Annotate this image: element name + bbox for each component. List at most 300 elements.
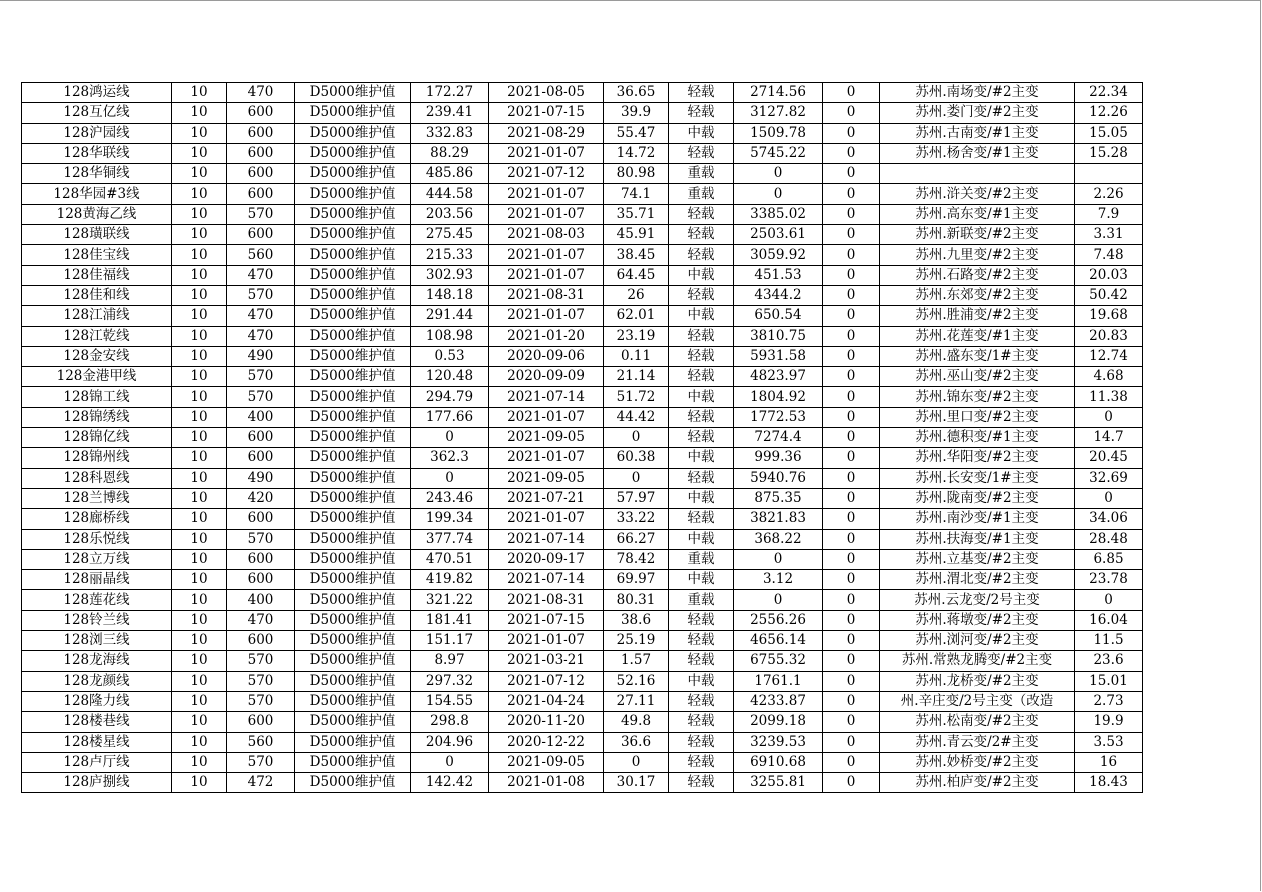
- cell-margin: 4233.87: [734, 691, 823, 711]
- table-row: [22, 225, 1143, 245]
- cell-load-rate: 74.1: [604, 184, 669, 204]
- cell-max-current: 154.55: [411, 691, 489, 711]
- cell-data-source: D5000维护值: [295, 549, 411, 569]
- cell-rated-current: 560: [227, 245, 295, 265]
- cell-count: 0: [823, 509, 880, 529]
- table-row: [22, 367, 1143, 387]
- cell-date: 2021-01-07: [489, 204, 604, 224]
- cell-date: 2020-09-06: [489, 346, 604, 366]
- cell-max-current: 0: [411, 752, 489, 772]
- cell-rated-current: 400: [227, 407, 295, 427]
- cell-count: 0: [823, 428, 880, 448]
- cell-load-level: 重载: [669, 590, 734, 610]
- cell-transformer-load: 6.85: [1075, 549, 1143, 569]
- cell-date: 2021-01-07: [489, 245, 604, 265]
- cell-load-rate: 0.11: [604, 346, 669, 366]
- cell-voltage: 10: [172, 671, 227, 691]
- cell-data-source: D5000维护值: [295, 773, 411, 793]
- cell-date: 2021-07-15: [489, 610, 604, 630]
- cell-load-level: 轻载: [669, 285, 734, 305]
- cell-line-name: 128兰博线: [22, 488, 172, 508]
- table-row: [22, 488, 1143, 508]
- cell-max-current: 0.53: [411, 346, 489, 366]
- cell-transformer-load: 12.74: [1075, 346, 1143, 366]
- table-row: [22, 285, 1143, 305]
- cell-voltage: 10: [172, 204, 227, 224]
- cell-transformer: 苏州.九里变/#2主变: [880, 245, 1075, 265]
- cell-data-source: D5000维护值: [295, 143, 411, 163]
- cell-voltage: 10: [172, 123, 227, 143]
- cell-load-level: 轻载: [669, 651, 734, 671]
- cell-line-name: 128铃兰线: [22, 610, 172, 630]
- cell-margin: 5745.22: [734, 143, 823, 163]
- cell-margin: 3385.02: [734, 204, 823, 224]
- cell-line-name: 128佳福线: [22, 265, 172, 285]
- table-row: [22, 326, 1143, 346]
- cell-transformer-load: 15.28: [1075, 143, 1143, 163]
- cell-count: 0: [823, 631, 880, 651]
- cell-load-level: 轻载: [669, 225, 734, 245]
- table-row: [22, 529, 1143, 549]
- cell-transformer-load: 28.48: [1075, 529, 1143, 549]
- table-row: [22, 306, 1143, 326]
- cell-rated-current: 600: [227, 123, 295, 143]
- cell-load-rate: 62.01: [604, 306, 669, 326]
- cell-margin: 7274.4: [734, 428, 823, 448]
- cell-load-rate: 57.97: [604, 488, 669, 508]
- cell-count: 0: [823, 671, 880, 691]
- cell-load-rate: 0: [604, 752, 669, 772]
- table-row: [22, 346, 1143, 366]
- cell-margin: 2099.18: [734, 712, 823, 732]
- cell-transformer: [880, 164, 1075, 184]
- cell-load-level: 轻载: [669, 326, 734, 346]
- cell-load-level: 中载: [669, 671, 734, 691]
- cell-max-current: 243.46: [411, 488, 489, 508]
- cell-line-name: 128科恩线: [22, 468, 172, 488]
- cell-data-source: D5000维护值: [295, 671, 411, 691]
- cell-margin: 6910.68: [734, 752, 823, 772]
- table-row: [22, 590, 1143, 610]
- cell-line-name: 128互亿线: [22, 103, 172, 123]
- cell-rated-current: 570: [227, 691, 295, 711]
- cell-data-source: D5000维护值: [295, 346, 411, 366]
- cell-line-name: 128佳宝线: [22, 245, 172, 265]
- cell-transformer: 州.辛庄变/2号主变（改造: [880, 691, 1075, 711]
- cell-load-level: 中载: [669, 387, 734, 407]
- table-row: [22, 103, 1143, 123]
- cell-rated-current: 570: [227, 529, 295, 549]
- cell-count: 0: [823, 245, 880, 265]
- cell-max-current: 177.66: [411, 407, 489, 427]
- cell-voltage: 10: [172, 488, 227, 508]
- cell-margin: 2556.26: [734, 610, 823, 630]
- cell-voltage: 10: [172, 387, 227, 407]
- cell-max-current: 297.32: [411, 671, 489, 691]
- cell-date: 2021-01-07: [489, 407, 604, 427]
- cell-line-name: 128锦州线: [22, 448, 172, 468]
- cell-load-rate: 30.17: [604, 773, 669, 793]
- cell-rated-current: 470: [227, 306, 295, 326]
- cell-date: 2020-12-22: [489, 732, 604, 752]
- cell-data-source: D5000维护值: [295, 488, 411, 508]
- cell-transformer-load: 15.05: [1075, 123, 1143, 143]
- cell-max-current: 294.79: [411, 387, 489, 407]
- cell-transformer-load: 4.68: [1075, 367, 1143, 387]
- cell-margin: 6755.32: [734, 651, 823, 671]
- table-row: [22, 387, 1143, 407]
- cell-transformer-load: 11.38: [1075, 387, 1143, 407]
- cell-rated-current: 600: [227, 184, 295, 204]
- cell-line-name: 128庐捌线: [22, 773, 172, 793]
- cell-transformer: 苏州.云龙变/2号主变: [880, 590, 1075, 610]
- cell-date: 2021-08-03: [489, 225, 604, 245]
- table-row: [22, 428, 1143, 448]
- cell-max-current: 0: [411, 428, 489, 448]
- cell-margin: 2503.61: [734, 225, 823, 245]
- cell-transformer: 苏州.胜浦变/#2主变: [880, 306, 1075, 326]
- cell-data-source: D5000维护值: [295, 712, 411, 732]
- cell-load-rate: 36.65: [604, 83, 669, 103]
- cell-voltage: 10: [172, 590, 227, 610]
- cell-data-source: D5000维护值: [295, 428, 411, 448]
- table-row: [22, 448, 1143, 468]
- cell-count: 0: [823, 184, 880, 204]
- cell-load-level: 轻载: [669, 204, 734, 224]
- cell-transformer: 苏州.柏庐变/#2主变: [880, 773, 1075, 793]
- table-body: [22, 83, 1143, 793]
- table-row: [22, 773, 1143, 793]
- cell-transformer: 苏州.巫山变/#2主变: [880, 367, 1075, 387]
- cell-line-name: 128江乾线: [22, 326, 172, 346]
- table-row: [22, 123, 1143, 143]
- cell-transformer-load: 34.06: [1075, 509, 1143, 529]
- cell-date: 2021-09-05: [489, 428, 604, 448]
- cell-voltage: 10: [172, 631, 227, 651]
- cell-voltage: 10: [172, 346, 227, 366]
- cell-load-rate: 35.71: [604, 204, 669, 224]
- cell-count: 0: [823, 225, 880, 245]
- cell-count: 0: [823, 103, 880, 123]
- cell-line-name: 128龙海线: [22, 651, 172, 671]
- cell-voltage: 10: [172, 428, 227, 448]
- cell-transformer: 苏州.高东变/#1主变: [880, 204, 1075, 224]
- cell-date: 2021-08-29: [489, 123, 604, 143]
- table-row: [22, 712, 1143, 732]
- cell-data-source: D5000维护值: [295, 590, 411, 610]
- cell-load-level: 轻载: [669, 245, 734, 265]
- cell-count: 0: [823, 143, 880, 163]
- cell-date: 2021-01-07: [489, 631, 604, 651]
- cell-load-rate: 60.38: [604, 448, 669, 468]
- cell-transformer-load: 22.34: [1075, 83, 1143, 103]
- cell-load-level: 轻载: [669, 773, 734, 793]
- cell-voltage: 10: [172, 143, 227, 163]
- cell-margin: 1509.78: [734, 123, 823, 143]
- cell-max-current: 332.83: [411, 123, 489, 143]
- data-table: [21, 82, 1143, 793]
- cell-transformer: 苏州.蒋墩变/#2主变: [880, 610, 1075, 630]
- cell-load-rate: 1.57: [604, 651, 669, 671]
- table-row: [22, 732, 1143, 752]
- cell-transformer-load: 20.03: [1075, 265, 1143, 285]
- table-row: [22, 468, 1143, 488]
- table-row: [22, 570, 1143, 590]
- cell-max-current: 470.51: [411, 549, 489, 569]
- cell-transformer-load: 7.9: [1075, 204, 1143, 224]
- cell-max-current: 151.17: [411, 631, 489, 651]
- cell-transformer-load: 20.45: [1075, 448, 1143, 468]
- cell-voltage: 10: [172, 103, 227, 123]
- cell-voltage: 10: [172, 509, 227, 529]
- cell-count: 0: [823, 468, 880, 488]
- cell-max-current: 298.8: [411, 712, 489, 732]
- cell-line-name: 128佳和线: [22, 285, 172, 305]
- cell-data-source: D5000维护值: [295, 265, 411, 285]
- cell-voltage: 10: [172, 285, 227, 305]
- cell-margin: 0: [734, 549, 823, 569]
- cell-transformer-load: 32.69: [1075, 468, 1143, 488]
- cell-data-source: D5000维护值: [295, 285, 411, 305]
- cell-transformer: 苏州.锦东变/#2主变: [880, 387, 1075, 407]
- cell-load-rate: 80.98: [604, 164, 669, 184]
- cell-transformer: 苏州.石路变/#2主变: [880, 265, 1075, 285]
- cell-date: 2021-08-31: [489, 590, 604, 610]
- cell-date: 2021-01-20: [489, 326, 604, 346]
- cell-max-current: 275.45: [411, 225, 489, 245]
- cell-count: 0: [823, 549, 880, 569]
- cell-transformer: 苏州.古南变/#1主变: [880, 123, 1075, 143]
- cell-date: 2021-07-14: [489, 570, 604, 590]
- cell-voltage: 10: [172, 83, 227, 103]
- cell-load-level: 中载: [669, 265, 734, 285]
- cell-count: 0: [823, 752, 880, 772]
- cell-data-source: D5000维护值: [295, 691, 411, 711]
- table-row: [22, 610, 1143, 630]
- cell-data-source: D5000维护值: [295, 631, 411, 651]
- cell-transformer-load: 7.48: [1075, 245, 1143, 265]
- cell-transformer: 苏州.青云变/2#主变: [880, 732, 1075, 752]
- cell-line-name: 128锦亿线: [22, 428, 172, 448]
- cell-load-rate: 66.27: [604, 529, 669, 549]
- cell-load-level: 轻载: [669, 143, 734, 163]
- cell-load-rate: 44.42: [604, 407, 669, 427]
- cell-data-source: D5000维护值: [295, 448, 411, 468]
- cell-voltage: 10: [172, 549, 227, 569]
- table-row: [22, 164, 1143, 184]
- cell-load-level: 中载: [669, 123, 734, 143]
- cell-max-current: 302.93: [411, 265, 489, 285]
- cell-max-current: 199.34: [411, 509, 489, 529]
- cell-load-level: 轻载: [669, 610, 734, 630]
- cell-margin: 5940.76: [734, 468, 823, 488]
- cell-count: 0: [823, 570, 880, 590]
- cell-transformer-load: [1075, 164, 1143, 184]
- cell-line-name: 128璜联线: [22, 225, 172, 245]
- cell-data-source: D5000维护值: [295, 752, 411, 772]
- cell-load-rate: 33.22: [604, 509, 669, 529]
- cell-load-rate: 80.31: [604, 590, 669, 610]
- cell-rated-current: 570: [227, 387, 295, 407]
- cell-voltage: 10: [172, 529, 227, 549]
- cell-transformer-load: 11.5: [1075, 631, 1143, 651]
- cell-load-level: 轻载: [669, 103, 734, 123]
- cell-margin: 4823.97: [734, 367, 823, 387]
- cell-transformer: 苏州.华阳变/#2主变: [880, 448, 1075, 468]
- cell-margin: 3239.53: [734, 732, 823, 752]
- cell-data-source: D5000维护值: [295, 367, 411, 387]
- table-row: [22, 407, 1143, 427]
- cell-voltage: 10: [172, 225, 227, 245]
- cell-date: 2020-09-09: [489, 367, 604, 387]
- cell-margin: 650.54: [734, 306, 823, 326]
- cell-voltage: 10: [172, 407, 227, 427]
- table-row: [22, 83, 1143, 103]
- cell-count: 0: [823, 367, 880, 387]
- cell-transformer: 苏州.南沙变/#1主变: [880, 509, 1075, 529]
- cell-count: 0: [823, 448, 880, 468]
- cell-load-rate: 45.91: [604, 225, 669, 245]
- cell-transformer: 苏州.东郊变/#2主变: [880, 285, 1075, 305]
- cell-load-rate: 52.16: [604, 671, 669, 691]
- cell-margin: 368.22: [734, 529, 823, 549]
- cell-load-level: 中载: [669, 570, 734, 590]
- cell-load-rate: 14.72: [604, 143, 669, 163]
- cell-data-source: D5000维护值: [295, 184, 411, 204]
- cell-margin: 2714.56: [734, 83, 823, 103]
- cell-load-level: 重载: [669, 184, 734, 204]
- cell-transformer: 苏州.杨舍变/#1主变: [880, 143, 1075, 163]
- cell-data-source: D5000维护值: [295, 468, 411, 488]
- cell-data-source: D5000维护值: [295, 245, 411, 265]
- cell-rated-current: 570: [227, 651, 295, 671]
- cell-count: 0: [823, 265, 880, 285]
- cell-load-rate: 0: [604, 428, 669, 448]
- cell-margin: 999.36: [734, 448, 823, 468]
- cell-voltage: 10: [172, 448, 227, 468]
- cell-max-current: 239.41: [411, 103, 489, 123]
- cell-max-current: 485.86: [411, 164, 489, 184]
- cell-transformer: 苏州.德积变/#1主变: [880, 428, 1075, 448]
- cell-date: 2021-07-21: [489, 488, 604, 508]
- cell-transformer: 苏州.常熟龙腾变/#2主变: [880, 651, 1075, 671]
- cell-line-name: 128华园#3线: [22, 184, 172, 204]
- cell-load-rate: 25.19: [604, 631, 669, 651]
- cell-margin: 3810.75: [734, 326, 823, 346]
- cell-voltage: 10: [172, 752, 227, 772]
- cell-line-name: 128隆力线: [22, 691, 172, 711]
- cell-line-name: 128卢厅线: [22, 752, 172, 772]
- cell-transformer-load: 2.26: [1075, 184, 1143, 204]
- cell-data-source: D5000维护值: [295, 103, 411, 123]
- cell-max-current: 148.18: [411, 285, 489, 305]
- cell-rated-current: 600: [227, 164, 295, 184]
- cell-rated-current: 600: [227, 631, 295, 651]
- cell-load-rate: 23.19: [604, 326, 669, 346]
- cell-load-level: 轻载: [669, 712, 734, 732]
- cell-margin: 3127.82: [734, 103, 823, 123]
- cell-load-level: 中载: [669, 529, 734, 549]
- cell-load-rate: 36.6: [604, 732, 669, 752]
- cell-max-current: 204.96: [411, 732, 489, 752]
- cell-load-rate: 55.47: [604, 123, 669, 143]
- cell-rated-current: 490: [227, 468, 295, 488]
- cell-load-level: 轻载: [669, 428, 734, 448]
- cell-count: 0: [823, 164, 880, 184]
- cell-data-source: D5000维护值: [295, 509, 411, 529]
- cell-load-rate: 27.11: [604, 691, 669, 711]
- cell-rated-current: 570: [227, 367, 295, 387]
- cell-line-name: 128锦工线: [22, 387, 172, 407]
- cell-rated-current: 600: [227, 428, 295, 448]
- cell-load-rate: 39.9: [604, 103, 669, 123]
- cell-max-current: 444.58: [411, 184, 489, 204]
- cell-date: 2021-01-07: [489, 306, 604, 326]
- cell-voltage: 10: [172, 184, 227, 204]
- cell-date: 2021-07-14: [489, 387, 604, 407]
- cell-transformer: 苏州.妙桥变/#2主变: [880, 752, 1075, 772]
- cell-date: 2020-11-20: [489, 712, 604, 732]
- cell-margin: 4344.2: [734, 285, 823, 305]
- cell-line-name: 128立万线: [22, 549, 172, 569]
- table-row: [22, 671, 1143, 691]
- cell-max-current: 8.97: [411, 651, 489, 671]
- cell-line-name: 128华铜线: [22, 164, 172, 184]
- cell-margin: 1761.1: [734, 671, 823, 691]
- cell-max-current: 291.44: [411, 306, 489, 326]
- cell-transformer-load: 50.42: [1075, 285, 1143, 305]
- cell-rated-current: 600: [227, 509, 295, 529]
- table-row: [22, 204, 1143, 224]
- cell-load-level: 轻载: [669, 468, 734, 488]
- cell-line-name: 128乐悦线: [22, 529, 172, 549]
- cell-load-rate: 21.14: [604, 367, 669, 387]
- cell-count: 0: [823, 387, 880, 407]
- cell-load-level: 重载: [669, 164, 734, 184]
- table-row: [22, 651, 1143, 671]
- cell-voltage: 10: [172, 164, 227, 184]
- cell-transformer-load: 23.6: [1075, 651, 1143, 671]
- cell-transformer-load: 0: [1075, 590, 1143, 610]
- cell-load-level: 轻载: [669, 631, 734, 651]
- cell-line-name: 128楼巷线: [22, 712, 172, 732]
- cell-rated-current: 470: [227, 265, 295, 285]
- cell-date: 2021-08-31: [489, 285, 604, 305]
- cell-transformer: 苏州.娄门变/#2主变: [880, 103, 1075, 123]
- cell-voltage: 10: [172, 651, 227, 671]
- cell-data-source: D5000维护值: [295, 83, 411, 103]
- cell-rated-current: 400: [227, 590, 295, 610]
- cell-voltage: 10: [172, 468, 227, 488]
- cell-rated-current: 470: [227, 326, 295, 346]
- cell-data-source: D5000维护值: [295, 387, 411, 407]
- cell-load-level: 轻载: [669, 752, 734, 772]
- cell-data-source: D5000维护值: [295, 326, 411, 346]
- cell-max-current: 181.41: [411, 610, 489, 630]
- cell-margin: 4656.14: [734, 631, 823, 651]
- cell-transformer-load: 16.04: [1075, 610, 1143, 630]
- cell-margin: 3059.92: [734, 245, 823, 265]
- cell-data-source: D5000维护值: [295, 225, 411, 245]
- cell-max-current: 172.27: [411, 83, 489, 103]
- cell-rated-current: 570: [227, 671, 295, 691]
- cell-line-name: 128沪园线: [22, 123, 172, 143]
- cell-transformer-load: 3.31: [1075, 225, 1143, 245]
- cell-date: 2021-01-07: [489, 448, 604, 468]
- cell-max-current: 419.82: [411, 570, 489, 590]
- cell-transformer-load: 0: [1075, 407, 1143, 427]
- cell-line-name: 128金港甲线: [22, 367, 172, 387]
